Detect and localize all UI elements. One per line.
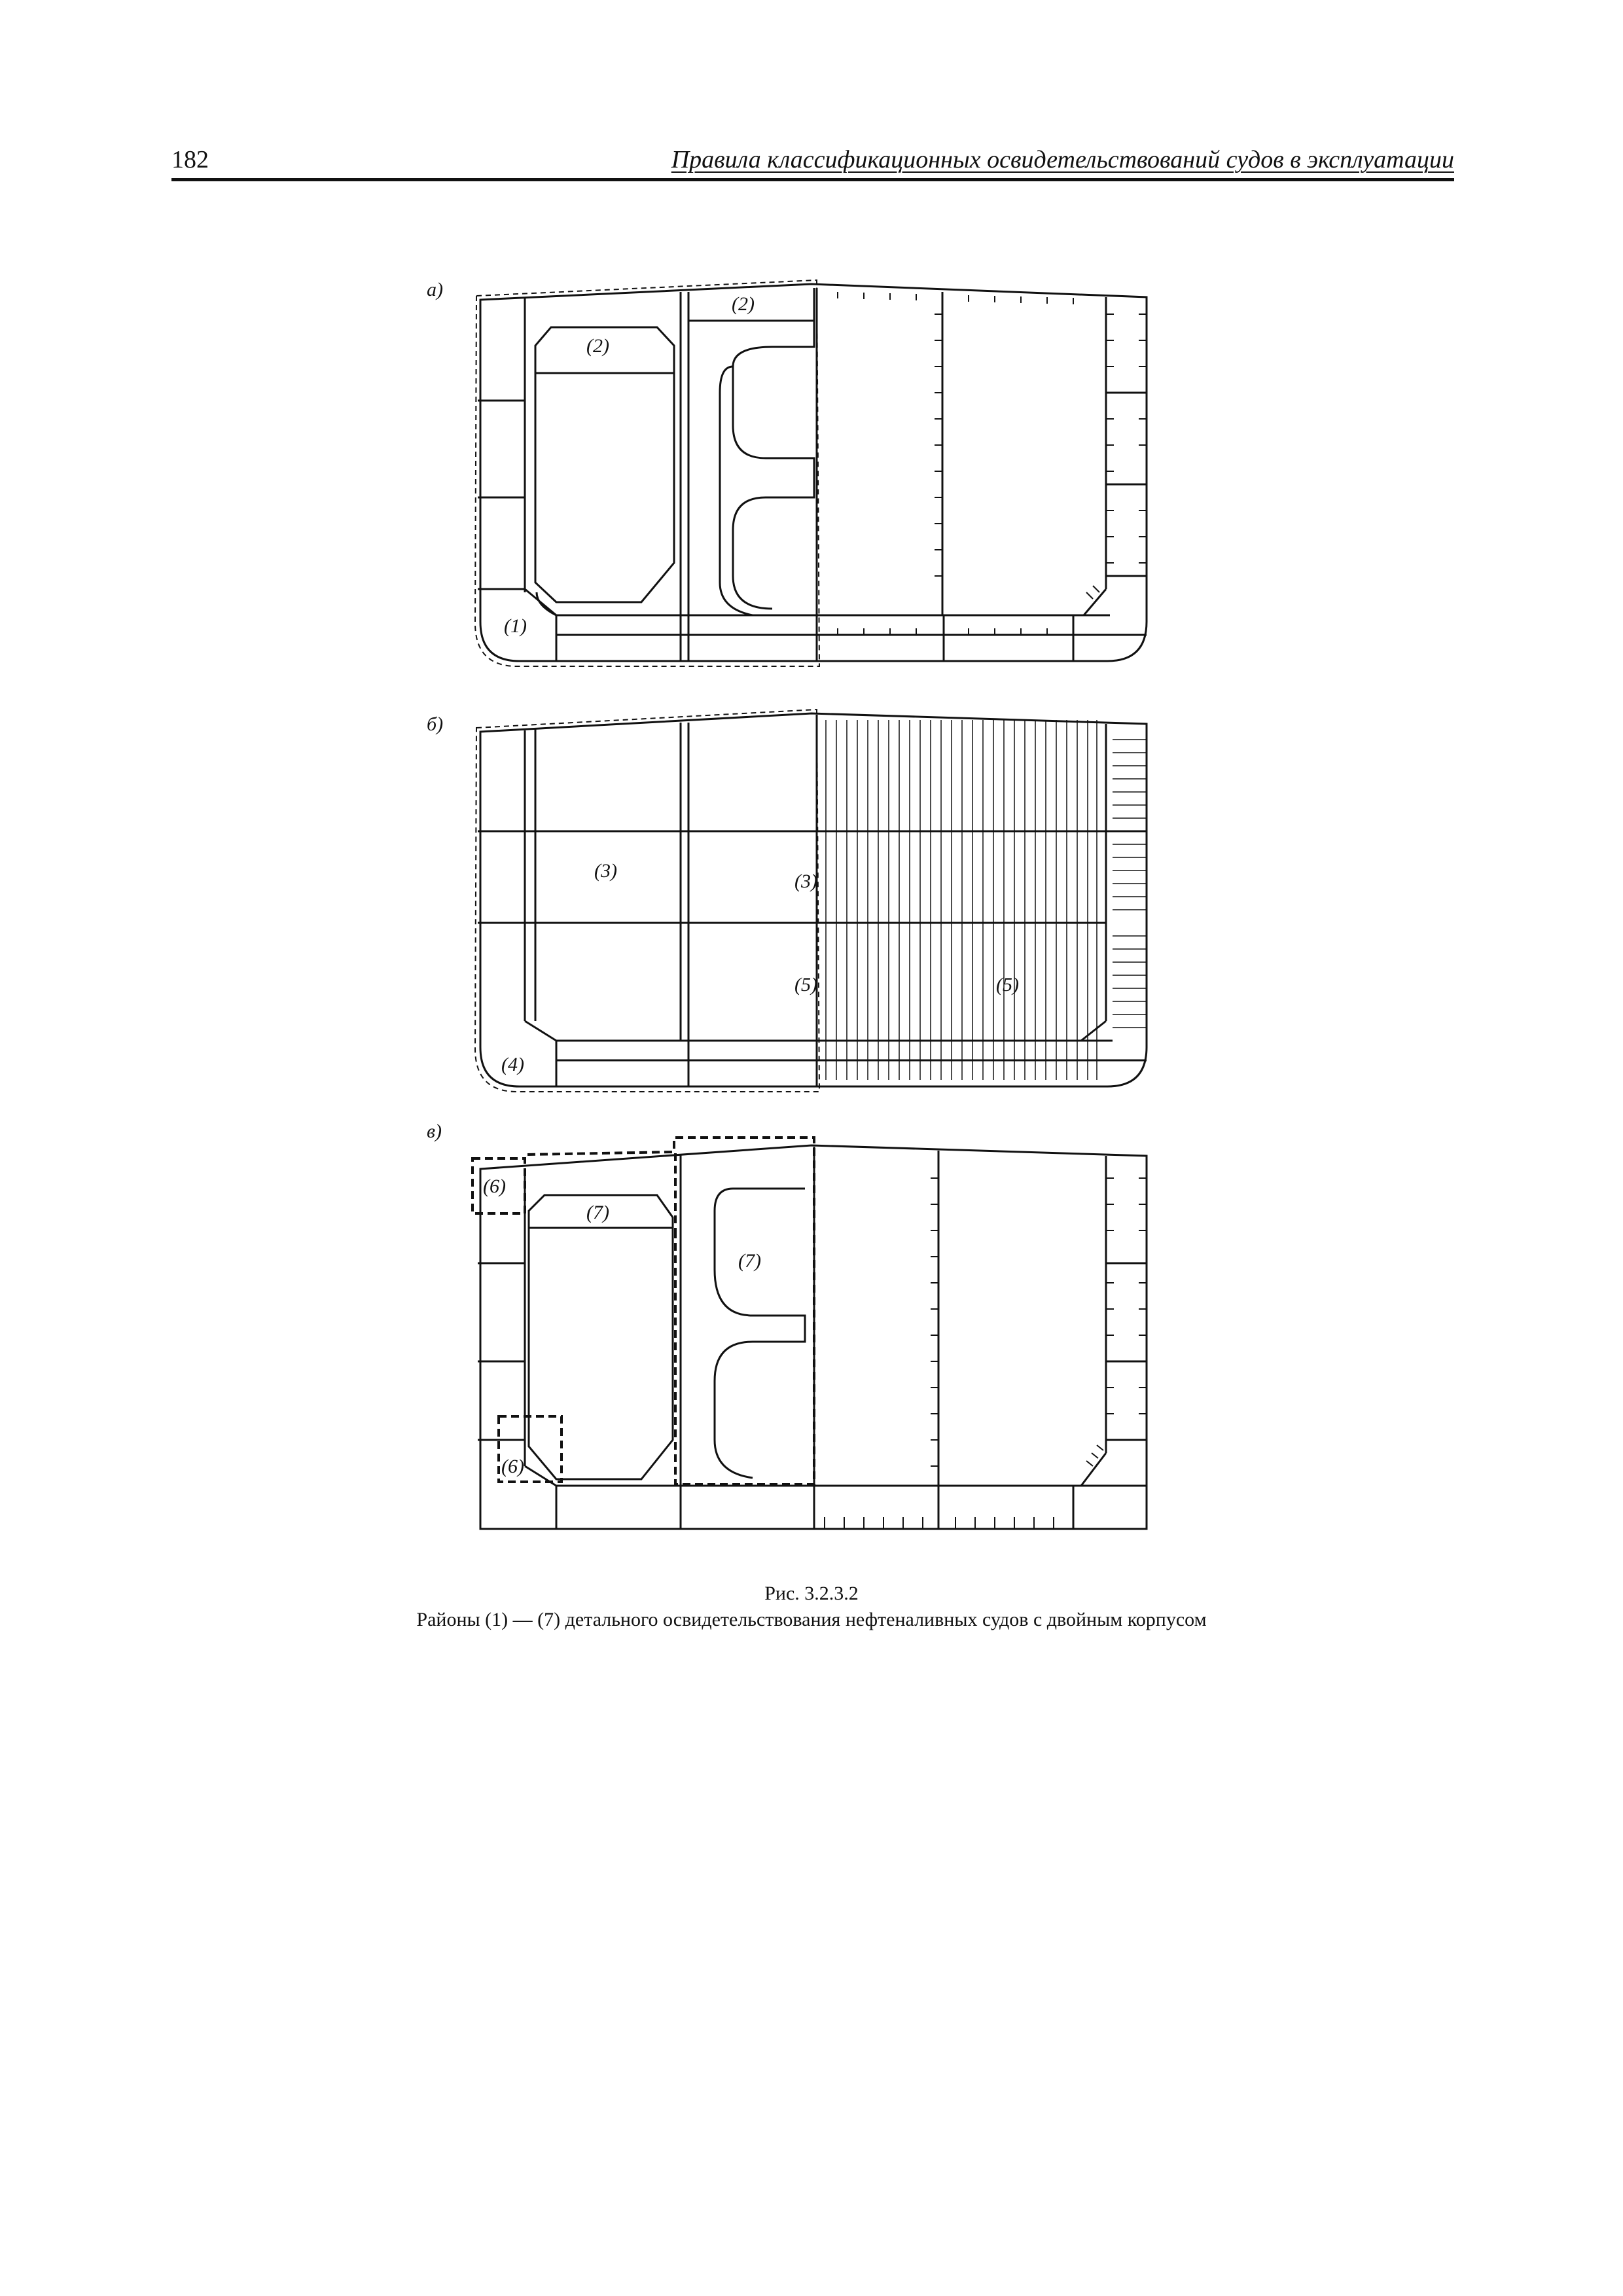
panel-c (427, 1121, 1147, 1529)
figure-number: Рис. 3.2.3.2 (764, 1583, 859, 1604)
panel-c-label-7-center: (7) (738, 1250, 761, 1272)
panel-a-letter: а) (427, 279, 443, 300)
panel-a-deck-box (688, 321, 814, 425)
panel-b-label-3-center: (3) (794, 870, 817, 892)
panel-b-label-5-center: (5) (794, 974, 817, 996)
running-title: Правила классификационных освидетельствований судов в эксплуатации (671, 146, 1454, 173)
panel-c-label-6-top: (6) (483, 1175, 506, 1197)
panel-b-label-3-left: (3) (594, 860, 617, 882)
panel-b-boundary-dashed (475, 709, 819, 1092)
page-number: 182 (171, 146, 209, 173)
panel-a (427, 279, 1147, 666)
panel-b-letter: б) (427, 713, 444, 735)
panel-c-letter: в) (427, 1121, 442, 1142)
panel-a-label-2-deck: (2) (732, 293, 755, 315)
panel-a-label-1: (1) (504, 615, 527, 637)
panel-c-label-6-bottom: (6) (501, 1456, 524, 1477)
figure-caption: Районы (1) — (7) детального освидетельствования нефтеналивных судов с двойным корпусом (416, 1609, 1207, 1630)
panel-b (427, 709, 1147, 1092)
panel-a-label-2-topside: (2) (586, 335, 609, 357)
panel-c-label-7-topside: (7) (586, 1202, 609, 1223)
panel-b-label-4: (4) (501, 1054, 524, 1075)
panel-c-stiffeners (825, 1178, 1147, 1529)
panel-b-hull (480, 713, 1147, 1086)
panel-b-label-5-right: (5) (996, 974, 1019, 996)
panel-a-stiffeners (838, 292, 1147, 635)
